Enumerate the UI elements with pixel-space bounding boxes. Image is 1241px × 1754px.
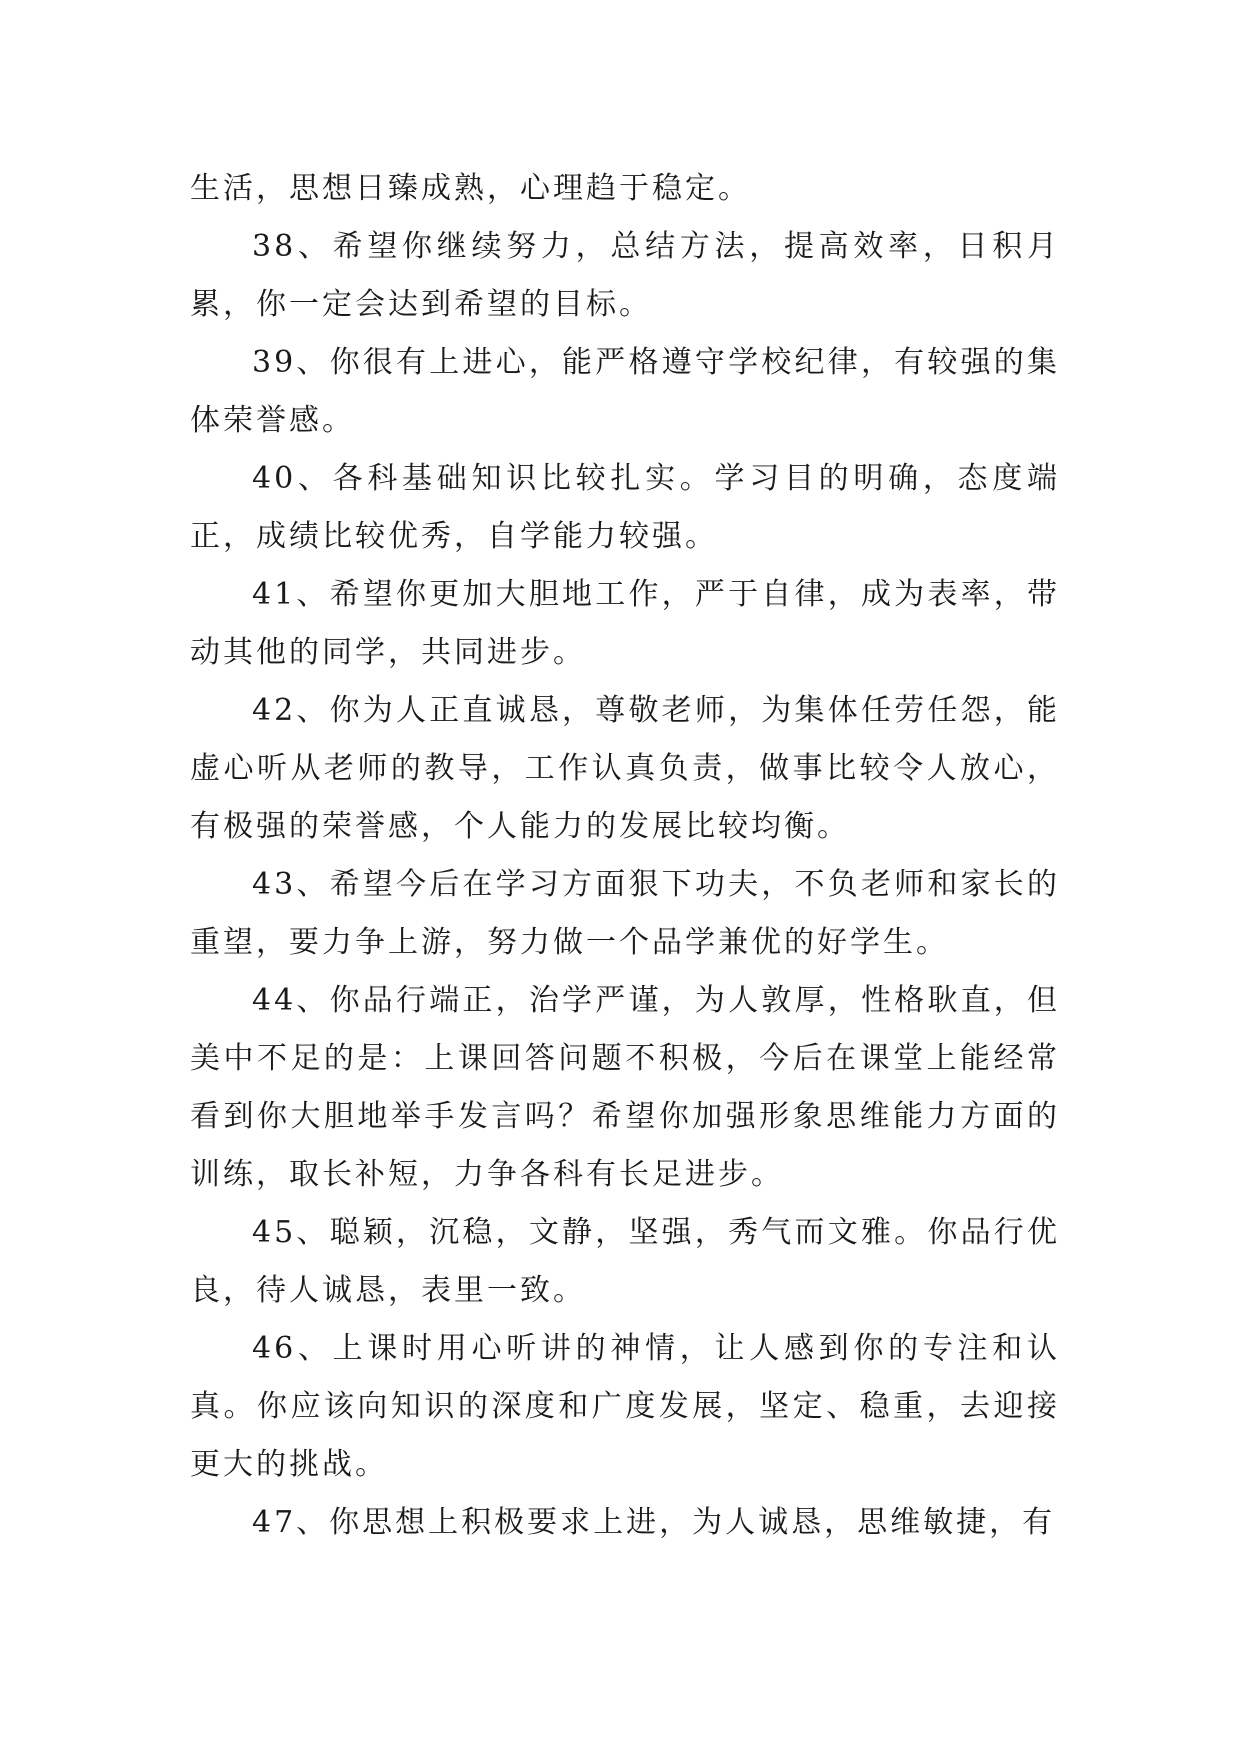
- paragraph-43: 43、希望今后在学习方面狠下功夫，不负老师和家长的重望，要力争上游，努力做一个品学兼优的好学生。: [190, 867, 1060, 960]
- paragraph-38: 38、希望你继续努力，总结方法，提高效率，日积月累，你一定会达到希望的目标。: [190, 229, 1060, 322]
- paragraph-42: 42、你为人正直诚恳，尊敬老师，为集体任劳任怨，能虚心听从老师的教导，工作认真负责，做事比较令人放心，有极强的荣誉感，个人能力的发展比较均衡。: [190, 693, 1060, 844]
- document-body: [190, 160, 1060, 1552]
- paragraph-continuation: 生活，思想日臻成熟，心理趋于稳定。: [190, 171, 751, 206]
- paragraph-46: 46、上课时用心听讲的神情，让人感到你的专注和认真。你应该向知识的深度和广度发展，坚定、稳重，去迎接更大的挑战。: [190, 1331, 1060, 1482]
- paragraph-39: 39、你很有上进心，能严格遵守学校纪律，有较强的集体荣誉感。: [190, 345, 1060, 438]
- paragraph-40: 40、各科基础知识比较扎实。学习目的明确，态度端正，成绩比较优秀，自学能力较强。: [190, 461, 1060, 554]
- paragraph-45: 45、聪颖，沉稳，文静，坚强，秀气而文雅。你品行优良，待人诚恳，表里一致。: [190, 1215, 1060, 1308]
- paragraph-41: 41、希望你更加大胆地工作，严于自律，成为表率，带动其他的同学，共同进步。: [190, 577, 1060, 670]
- paragraph-44: 44、你品行端正，治学严谨，为人敦厚，性格耿直，但美中不足的是：上课回答问题不积极，今后在课堂上能经常看到你大胆地举手发言吗？希望你加强形象思维能力方面的训练，取长补短，力争各科有长足进步。: [190, 983, 1060, 1192]
- paragraph-47: 47、你思想上积极要求上进，为人诚恳，思维敏捷，有: [252, 1505, 1056, 1540]
